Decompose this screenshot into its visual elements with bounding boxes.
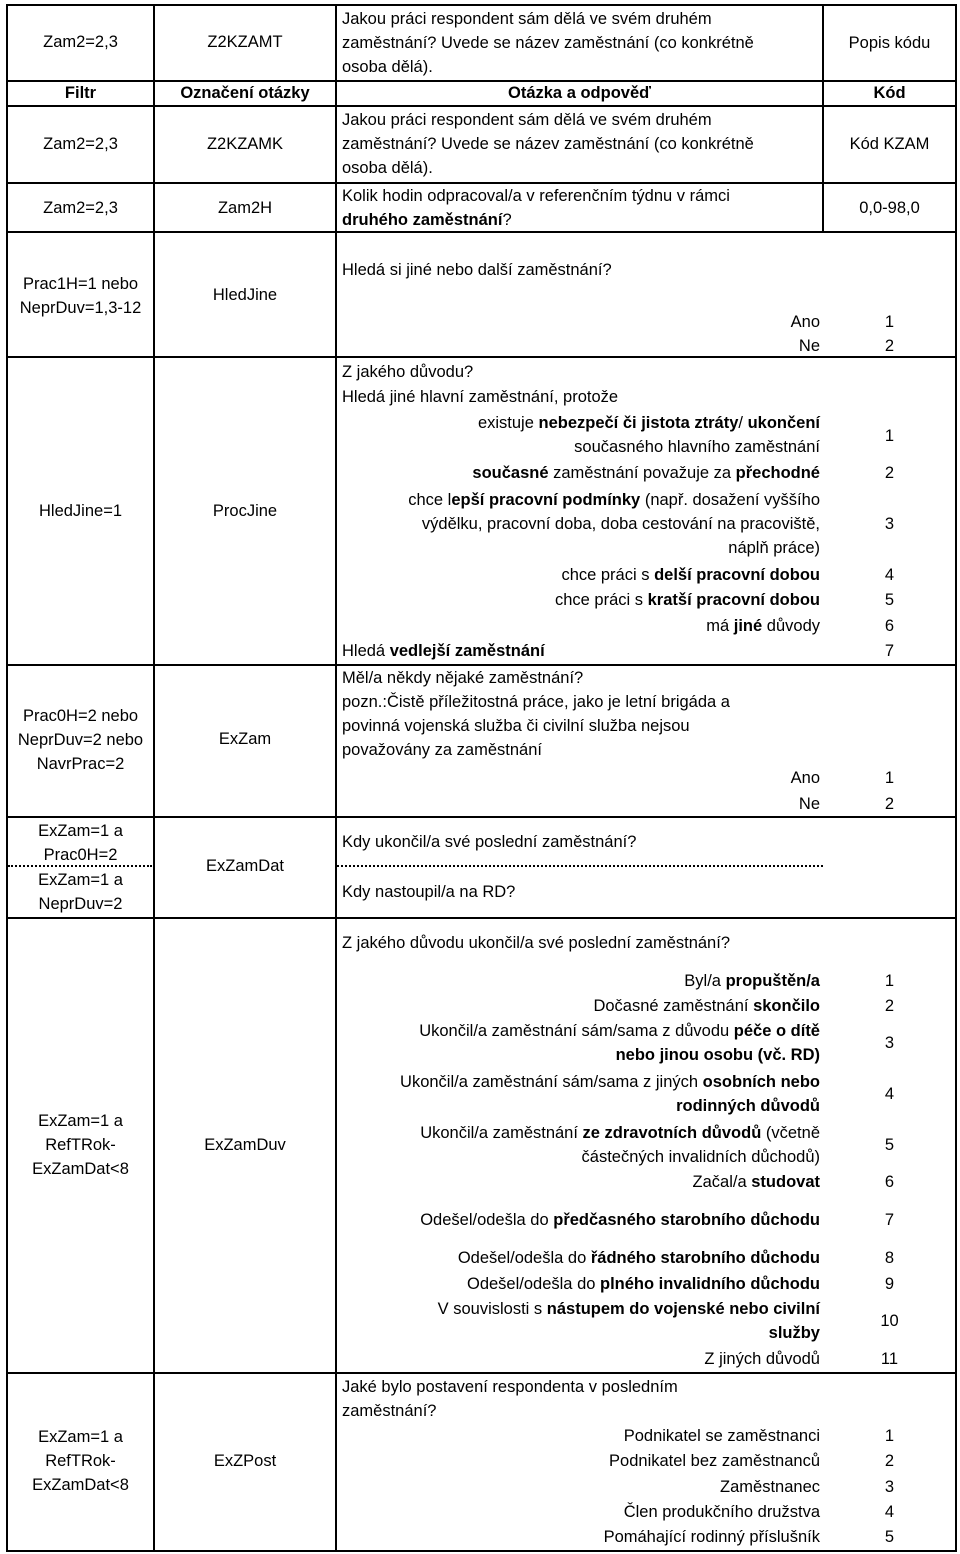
- code-cell: ExZamDat: [206, 857, 284, 875]
- question-line: Jakou práci respondent sám dělá ve svém druhém: [342, 111, 712, 129]
- option-code: 3: [884, 1034, 895, 1052]
- option-label: Zaměstnanec: [720, 1478, 820, 1496]
- filter-line: NeprDuv=2: [38, 895, 123, 913]
- option-label: Odešel/odešla do řádného starobního důchodu: [457, 1249, 820, 1267]
- option-label: Ano: [790, 313, 820, 331]
- rule-header-bottom: [6, 105, 957, 107]
- code-cell: ProcJine: [212, 502, 278, 520]
- question-line: osoba dělá).: [342, 159, 433, 177]
- option-code: 2: [884, 1452, 895, 1470]
- header-question: Otázka a odpověď: [508, 84, 651, 102]
- answer-cell: Kód KZAM: [849, 135, 930, 153]
- option-code: 9: [884, 1275, 895, 1293]
- border-left: [6, 4, 8, 1550]
- option-label-cont: služby: [768, 1324, 820, 1342]
- option-label: Podnikatel se zaměstnanci: [623, 1427, 820, 1445]
- question-line: Kdy nastoupil/a na RD?: [342, 883, 516, 901]
- option-label: Byl/a propuštěn/a: [684, 972, 820, 990]
- option-label: Dočasné zaměstnání skončilo: [593, 997, 820, 1015]
- code-cell: Zam2H: [217, 199, 273, 217]
- option-label-cont: současného hlavního zaměstnání: [574, 438, 820, 456]
- header-answer: Kód: [873, 84, 906, 102]
- question-line: Měl/a někdy nějaké zaměstnání?: [342, 669, 584, 687]
- option-label: chce práci s delší pracovní dobou: [561, 566, 820, 584]
- question-line: Z jakého důvodu?: [342, 363, 474, 381]
- option-code: 4: [884, 566, 895, 584]
- option-label: Hledá vedlejší zaměstnání: [342, 642, 545, 660]
- filter-line: ExZamDat<8: [32, 1476, 129, 1494]
- option-code: 1: [884, 313, 895, 331]
- note-line: povinná vojenská služba či civilní služba nejsou: [342, 717, 690, 735]
- filter-line: RefTRok-: [45, 1452, 116, 1470]
- code-cell: Z2KZAMT: [207, 33, 283, 51]
- option-code: 3: [884, 515, 895, 533]
- filter-line: ExZam=1 a: [38, 822, 123, 840]
- filter-line: NeprDuv=2 nebo: [17, 731, 144, 749]
- question-line: druhého zaměstnání?: [342, 211, 512, 229]
- question-line: zaměstnání? Uvede se název zaměstnání (co konkrétně: [342, 135, 754, 153]
- option-label: Ukončil/a zaměstnání sám/sama z důvodu péče o dítě: [419, 1022, 820, 1040]
- option-code: 4: [884, 1085, 895, 1103]
- option-code: 6: [884, 1173, 895, 1191]
- option-label: Odešel/odešla do předčasného starobního důchodu: [420, 1211, 820, 1229]
- filter-line: Prac0H=2: [43, 846, 118, 864]
- option-label-cont: rodinných důvodů: [676, 1097, 820, 1115]
- filter-cell: Zam2=2,3: [43, 135, 118, 153]
- question-line: osoba dělá).: [342, 58, 433, 76]
- option-code: 10: [880, 1312, 899, 1330]
- option-code: 1: [884, 1427, 895, 1445]
- col-sep-2: [335, 4, 337, 1550]
- question-line: Jaké bylo postavení respondenta v posledním: [342, 1378, 678, 1396]
- option-code: 2: [884, 337, 895, 355]
- filter-line: ExZam=1 a: [38, 871, 123, 889]
- option-code: 1: [884, 972, 895, 990]
- option-label-cont: nebo jinou osobu (vč. RD): [615, 1046, 820, 1064]
- question-line: Kdy ukončil/a své poslední zaměstnání?: [342, 833, 637, 851]
- rule-exzamdat: [6, 917, 957, 919]
- option-label: Ne: [798, 795, 820, 813]
- code-cell: ExZam: [218, 730, 272, 748]
- option-code: 2: [884, 795, 895, 813]
- option-label: Podnikatel bez zaměstnanců: [609, 1452, 820, 1470]
- question-line: zaměstnání?: [342, 1402, 437, 1420]
- option-label: má jiné důvody: [706, 617, 820, 635]
- answer-cell: Popis kódu: [848, 34, 931, 52]
- option-label: Ukončil/a zaměstnání sám/sama z jiných osobních nebo: [400, 1073, 820, 1091]
- option-label: Ukončil/a zaměstnání ze zdravotních důvodů (včetně: [420, 1124, 820, 1142]
- option-code: 11: [880, 1350, 899, 1368]
- filter-line: RefTRok-: [45, 1136, 116, 1154]
- header-filter: Filtr: [64, 84, 97, 102]
- option-code: 7: [884, 1211, 895, 1229]
- question-line: Z jakého důvodu ukončil/a své poslední zaměstnání?: [342, 934, 730, 952]
- filter-cell: Zam2=2,3: [43, 199, 118, 217]
- filter-line: NavrPrac=2: [36, 755, 125, 773]
- filter-line: ExZam=1 a: [38, 1112, 123, 1130]
- option-label: chce práci s kratší pracovní dobou: [555, 591, 820, 609]
- question-line: Jakou práci respondent sám dělá ve svém druhém: [342, 10, 712, 28]
- option-label: Z jiných důvodů: [704, 1350, 820, 1368]
- option-code: 5: [884, 1136, 895, 1154]
- filter-line: NeprDuv=1,3-12: [19, 299, 142, 317]
- option-code: 6: [884, 617, 895, 635]
- option-code: 3: [884, 1478, 895, 1496]
- filter-cell: HledJine=1: [38, 502, 122, 520]
- option-code: 5: [884, 591, 895, 609]
- filter-line: Prac1H=1 nebo: [22, 275, 139, 293]
- filter-line: ExZamDat<8: [32, 1160, 129, 1178]
- option-label-cont: výdělku, pracovní doba, doba cestování na pracoviště,: [421, 515, 820, 533]
- option-label-cont: částečných invalidních důchodů): [581, 1148, 820, 1166]
- option-label: V souvislosti s nástupem do vojenské nebo civilní: [437, 1300, 820, 1318]
- answer-cell: 0,0-98,0: [859, 199, 920, 217]
- option-code: 2: [884, 997, 895, 1015]
- option-label-cont: náplň práce): [728, 539, 820, 557]
- option-code: 8: [884, 1249, 895, 1267]
- question-line: Kolik hodin odpracoval/a v referenčním týdnu v rámci: [342, 187, 730, 205]
- question-line: zaměstnání? Uvede se název zaměstnání (co konkrétně: [342, 34, 754, 52]
- filter-cell: Zam2=2,3: [43, 33, 118, 51]
- option-code: 5: [884, 1528, 895, 1546]
- rule-top: [6, 4, 957, 6]
- option-label: Ne: [798, 337, 820, 355]
- col-sep-1: [153, 4, 155, 1550]
- code-cell: ExZPost: [213, 1452, 277, 1470]
- code-cell: ExZamDuv: [204, 1136, 286, 1154]
- filter-line: ExZam=1 a: [38, 1428, 123, 1446]
- border-right: [955, 4, 957, 1550]
- option-label: Odešel/odešla do plného invalidního důchodu: [467, 1275, 820, 1293]
- question-line: Hledá si jiné nebo další zaměstnání?: [342, 261, 612, 279]
- option-code: 2: [884, 464, 895, 482]
- header-code: Označení otázky: [180, 84, 310, 102]
- note-line: považovány za zaměstnání: [342, 741, 542, 759]
- question-intro: Hledá jiné hlavní zaměstnání, protože: [342, 388, 619, 406]
- option-label: chce lepší pracovní podmínky (např. dosažení vyššího: [408, 491, 820, 509]
- option-code: 1: [884, 769, 895, 787]
- option-label: Ano: [790, 769, 820, 787]
- rule-exzam: [6, 816, 957, 818]
- code-cell: Z2KZAMK: [206, 135, 284, 153]
- option-label: Pomáhající rodinný příslušník: [603, 1528, 820, 1546]
- option-label: současné zaměstnání považuje za přechodné: [472, 464, 820, 482]
- note-line: pozn.:Čistě příležitostná práce, jako je letní brigáda a: [342, 693, 730, 711]
- rule-exzamduv: [6, 1372, 957, 1374]
- option-code: 4: [884, 1503, 895, 1521]
- dotted-sep-question: [337, 865, 823, 867]
- option-label: Člen produkčního družstva: [623, 1503, 820, 1521]
- option-code: 1: [884, 427, 895, 445]
- option-label: existuje nebezpečí či jistota ztráty/ ukončení: [477, 414, 820, 432]
- option-code: 7: [884, 642, 895, 660]
- code-cell: HledJine: [212, 286, 278, 304]
- rule-bottom: [6, 1550, 957, 1552]
- option-label: Začal/a studovat: [692, 1173, 820, 1191]
- filter-line: Prac0H=2 nebo: [22, 707, 139, 725]
